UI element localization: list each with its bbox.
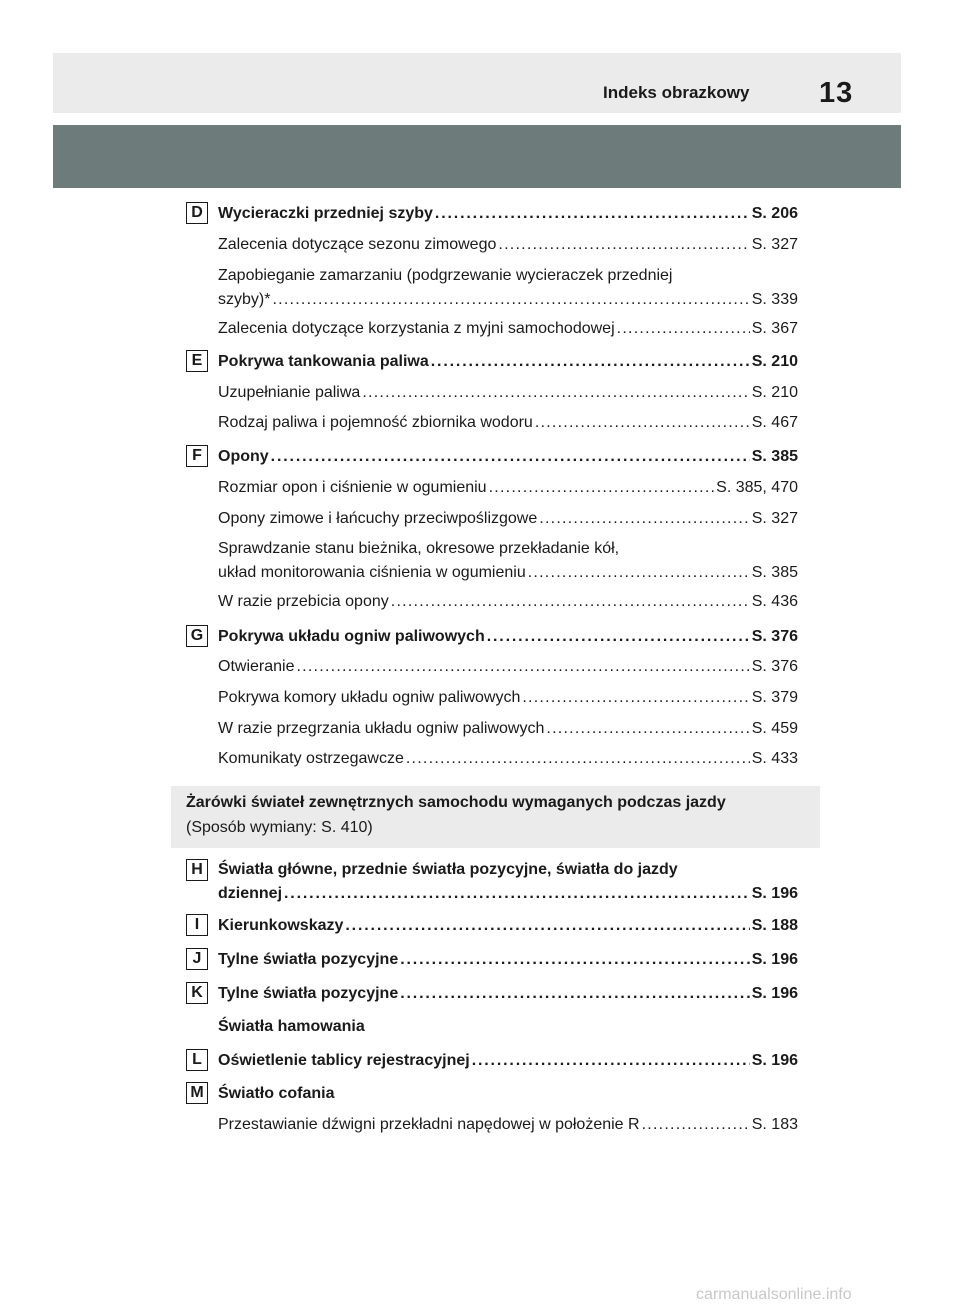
header-bar <box>53 53 901 113</box>
entry-text: Komunikaty ostrzegawcze <box>218 750 404 767</box>
entry-text: Kierunkowskazy <box>218 917 344 934</box>
page-ref: S. 188 <box>751 917 798 934</box>
dot-leader <box>535 412 750 433</box>
dot-leader <box>528 562 750 583</box>
page-ref: S. 196 <box>751 985 798 1002</box>
entry-text: Oświetlenie tablicy rejestracyjnej <box>218 1052 470 1069</box>
dot-leader <box>489 477 715 498</box>
index-entry[interactable] <box>218 265 798 310</box>
dot-leader <box>642 1114 750 1135</box>
index-entry-main[interactable] <box>218 203 798 224</box>
entry-text: szyby)* <box>218 291 271 308</box>
dot-leader <box>522 687 749 708</box>
section-marker-l: L <box>186 1049 208 1071</box>
page-ref: S. 367 <box>751 320 798 337</box>
index-entry[interactable] <box>218 477 798 498</box>
page-ref: S. 327 <box>751 510 798 527</box>
index-entry[interactable] <box>218 318 798 339</box>
page-ref: S. 467 <box>751 414 798 431</box>
dot-leader <box>271 446 750 467</box>
index-entry[interactable] <box>218 412 798 433</box>
index-entry[interactable] <box>218 591 798 612</box>
dot-leader <box>435 203 750 224</box>
section-marker-h: H <box>186 859 208 881</box>
index-entry[interactable] <box>218 234 798 255</box>
index-entry[interactable] <box>218 687 798 708</box>
page-ref: S. 385, 470 <box>716 479 798 496</box>
page-ref: S. 196 <box>751 951 798 968</box>
section-marker-i: I <box>186 914 208 936</box>
index-entry[interactable] <box>218 656 798 677</box>
dot-leader <box>487 626 750 647</box>
page-ref: S. 385 <box>751 564 798 581</box>
entry-text: Zalecenia dotyczące sezonu zimowego <box>218 236 497 253</box>
index-entry-main[interactable] <box>218 915 798 936</box>
index-entry[interactable] <box>218 538 798 583</box>
bulbs-note-box <box>171 786 820 848</box>
page-ref: S. 210 <box>751 353 798 370</box>
index-entry[interactable] <box>218 508 798 529</box>
dot-leader <box>345 915 749 936</box>
dot-leader <box>498 234 749 255</box>
entry-text: Światło cofania <box>218 1085 335 1102</box>
entry-text-line1: Światła główne, przednie światła pozycyjne, światła do jazdy <box>218 861 678 878</box>
index-entry-main[interactable] <box>218 1050 798 1071</box>
bulbs-note-title: Żarówki świateł zewnętrznych samochodu wymaganych podczas jazdy <box>186 794 726 811</box>
entry-text: Wycieraczki przedniej szyby <box>218 205 433 222</box>
entry-text: dziennej <box>218 885 283 902</box>
section-marker-d: D <box>186 202 208 224</box>
entry-text: Tylne światła pozycyjne <box>218 951 399 968</box>
entry-text: Zalecenia dotyczące korzystania z myjni samochodowej <box>218 320 615 337</box>
section-marker-j: J <box>186 948 208 970</box>
page-ref: S. 379 <box>751 689 798 706</box>
entry-text: Otwieranie <box>218 658 295 675</box>
dot-leader <box>272 289 749 310</box>
page-ref: S. 376 <box>751 628 798 645</box>
index-entry-main[interactable] <box>218 859 798 904</box>
illustration-band <box>53 125 901 188</box>
entry-text: Rozmiar opon i ciśnienie w ogumieniu <box>218 479 487 496</box>
entry-text: Pokrywa komory układu ogniw paliwowych <box>218 689 521 706</box>
entry-text: Rodzaj paliwa i pojemność zbiornika wodoru <box>218 414 533 431</box>
dot-leader <box>400 949 750 970</box>
page-ref: S. 436 <box>751 593 798 610</box>
page-section-title: Indeks obrazkowy <box>603 83 750 102</box>
page-ref: S. 206 <box>751 205 798 222</box>
section-marker-m: M <box>186 1082 208 1104</box>
watermark: carmanualsonline.info <box>696 1286 852 1303</box>
dot-leader <box>472 1050 750 1071</box>
dot-leader <box>400 983 750 1004</box>
index-entry-main <box>218 1083 798 1104</box>
index-entry-main[interactable] <box>218 983 798 1004</box>
entry-text: W razie przebicia opony <box>218 593 389 610</box>
page-ref: S. 327 <box>751 236 798 253</box>
bulbs-note-subtitle[interactable]: (Sposób wymiany: S. 410) <box>186 819 373 836</box>
entry-text: Tylne światła pozycyjne <box>218 985 399 1002</box>
section-marker-e: E <box>186 350 208 372</box>
entry-text: Opony zimowe i łańcuchy przeciwpoślizgowe <box>218 510 538 527</box>
entry-text: Pokrywa tankowania paliwa <box>218 353 429 370</box>
section-marker-k: K <box>186 982 208 1004</box>
dot-leader <box>362 382 749 403</box>
entry-text: Przestawianie dźwigni przekładni napędowej w położenie R <box>218 1116 640 1133</box>
dot-leader <box>431 351 750 372</box>
index-entry-main[interactable] <box>218 626 798 647</box>
page-ref: S. 459 <box>751 720 798 737</box>
page-ref: S. 210 <box>751 384 798 401</box>
index-entry-main[interactable] <box>218 949 798 970</box>
page-ref: S. 376 <box>751 658 798 675</box>
entry-text: Opony <box>218 448 269 465</box>
entry-text: układ monitorowania ciśnienia w ogumieniu <box>218 564 526 581</box>
dot-leader <box>539 508 749 529</box>
dot-leader <box>406 748 750 769</box>
entry-text: Uzupełnianie paliwa <box>218 384 361 401</box>
index-entry[interactable] <box>218 1114 798 1135</box>
entry-text: Pokrywa układu ogniw paliwowych <box>218 628 485 645</box>
index-entry[interactable] <box>218 382 798 403</box>
section-marker-g: G <box>186 625 208 647</box>
dot-leader <box>296 656 749 677</box>
index-entry-extra <box>218 1016 798 1037</box>
page-ref: S. 339 <box>751 291 798 308</box>
index-entry-main[interactable] <box>218 446 798 467</box>
dot-leader <box>391 591 750 612</box>
page-number: 13 <box>819 77 854 109</box>
entry-text-line1: Sprawdzanie stanu bieżnika, okresowe przekładanie kół, <box>218 540 620 557</box>
page-ref: S. 183 <box>751 1116 798 1133</box>
dot-leader <box>284 883 750 904</box>
index-entry[interactable] <box>218 718 798 739</box>
page-ref: S. 385 <box>751 448 798 465</box>
dot-leader <box>546 718 749 739</box>
page-ref: S. 196 <box>751 1052 798 1069</box>
index-entry-main[interactable] <box>218 351 798 372</box>
section-marker-f: F <box>186 445 208 467</box>
entry-text: W razie przegrzania układu ogniw paliwowych <box>218 720 545 737</box>
dot-leader <box>617 318 750 339</box>
entry-text: Światła hamowania <box>218 1018 365 1035</box>
page-ref: S. 196 <box>751 885 798 902</box>
page-ref: S. 433 <box>751 750 798 767</box>
entry-text-line1: Zapobieganie zamarzaniu (podgrzewanie wycieraczek przedniej <box>218 267 673 284</box>
index-entry[interactable] <box>218 748 798 769</box>
